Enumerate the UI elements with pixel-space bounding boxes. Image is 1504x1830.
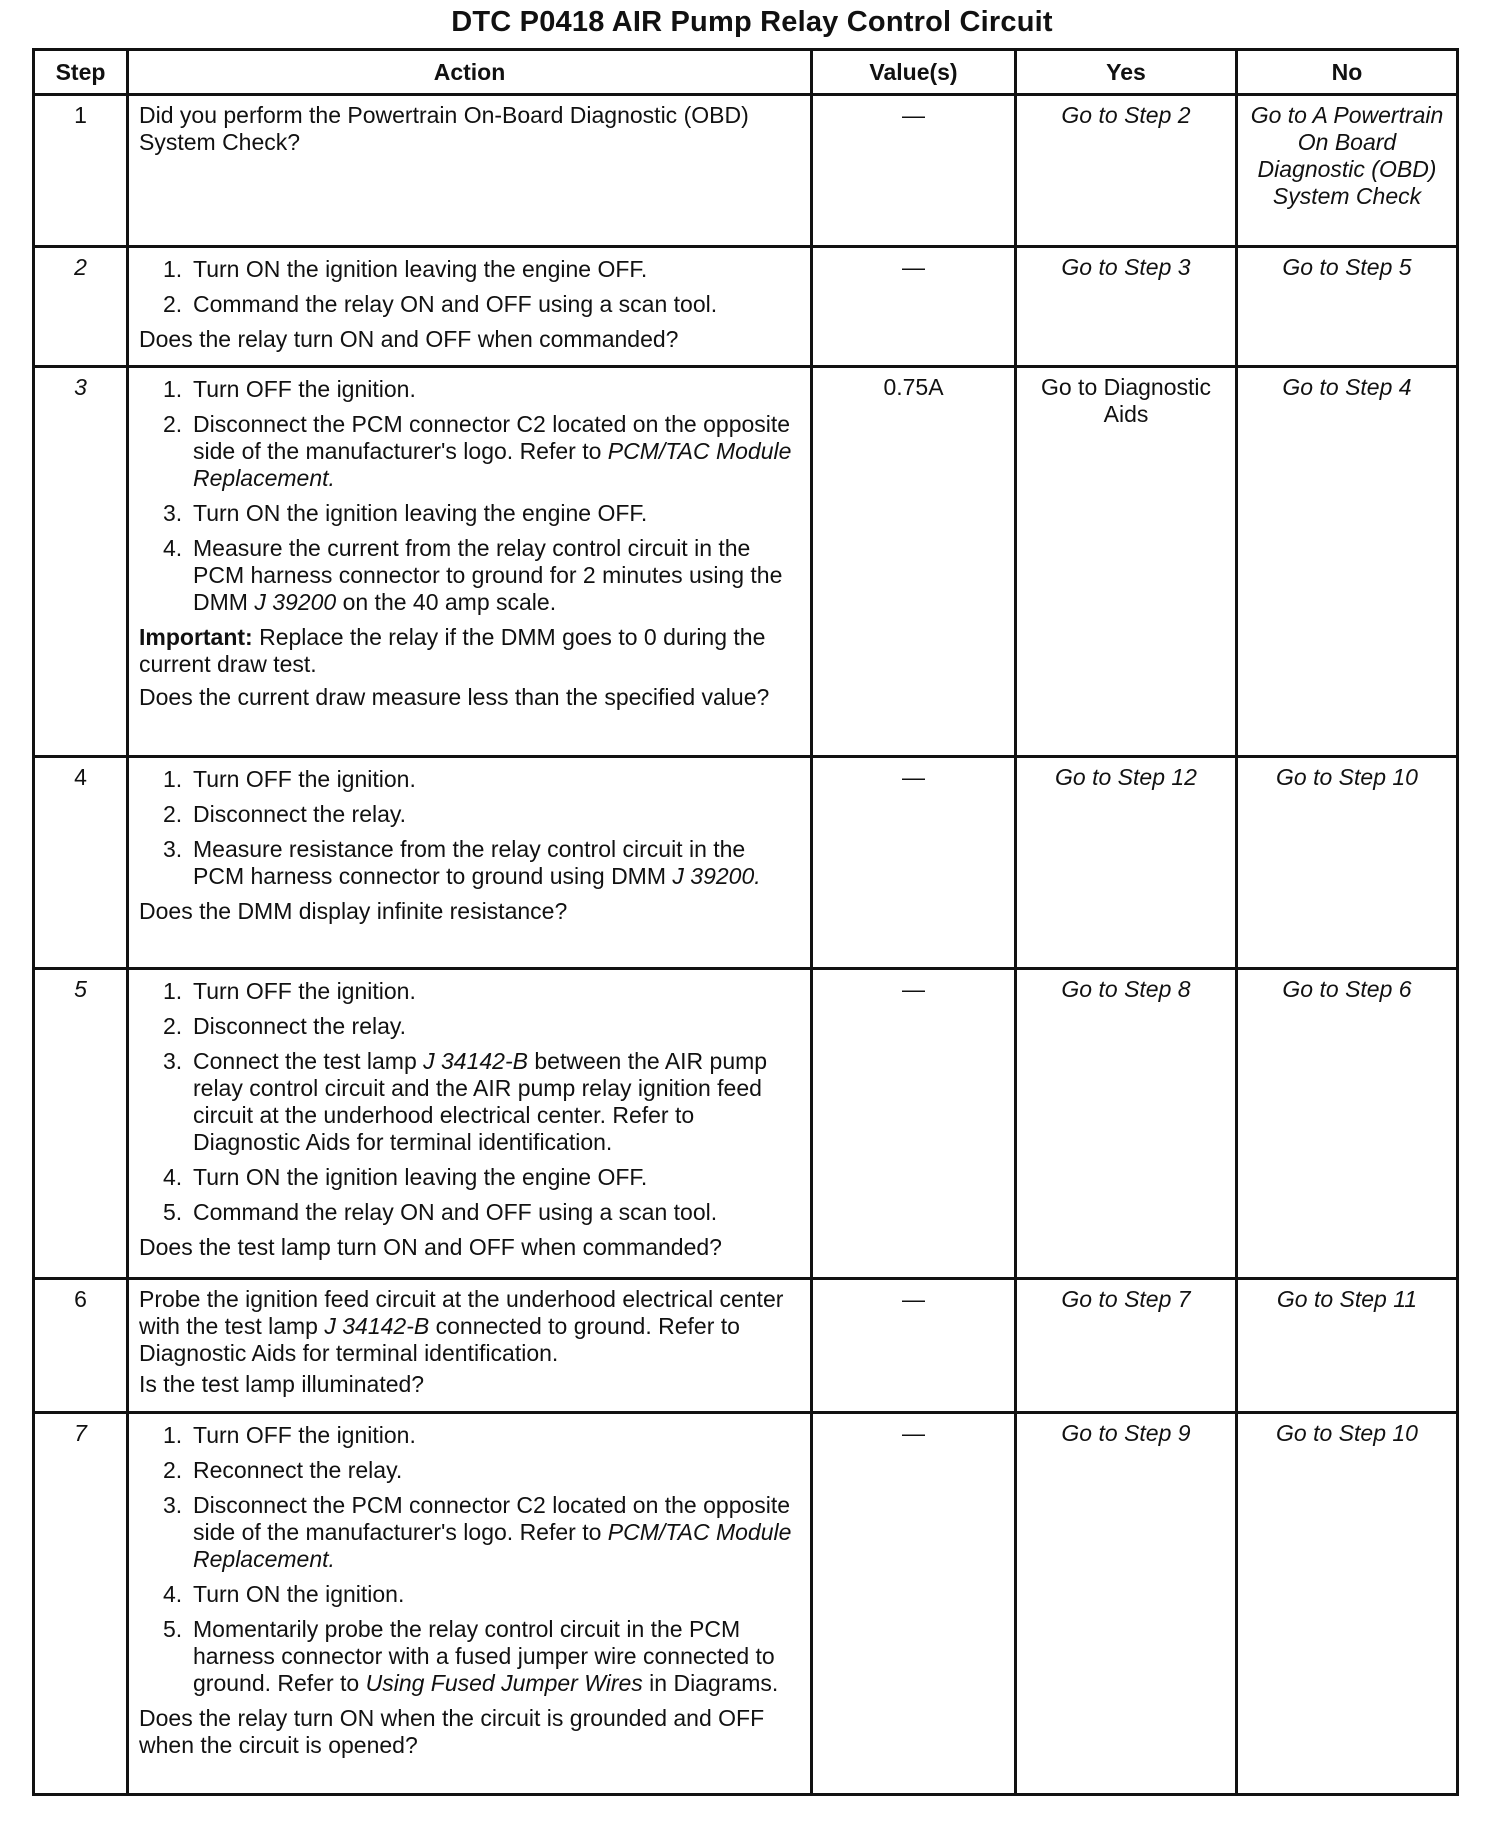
step-number: 1 [34, 95, 128, 247]
action-question: Does the relay turn ON and OFF when commanded? [139, 326, 679, 352]
no-cell [1237, 95, 1458, 247]
diagnostic-table [32, 48, 1459, 1796]
step-number: 2 [34, 247, 128, 367]
action-cell [128, 757, 812, 969]
no-cell: Go to Step 5 [1237, 247, 1458, 367]
yes-cell: Go to Step 12 [1016, 757, 1237, 969]
tool-number: J 34142-B [324, 1313, 430, 1339]
list-item: 2. Command the relay ON and OFF using a scan tool. [163, 291, 718, 317]
action-cell [128, 1413, 812, 1795]
no-cell: Go to Step 10 [1237, 757, 1458, 969]
tool-number: J 39200. [672, 863, 761, 889]
value-cell: — [812, 95, 1016, 247]
action-cell [128, 1279, 812, 1413]
value-cell: — [812, 1279, 1016, 1413]
value-cell: — [812, 1413, 1016, 1795]
header-values: Value(s) [812, 50, 1016, 95]
list-item: 2. Disconnect the relay. [163, 801, 407, 827]
list-item: 4. Turn ON the ignition. [163, 1581, 405, 1607]
yes-cell: Go to Step 7 [1016, 1279, 1237, 1413]
tool-number: J 39200 [254, 589, 337, 615]
no-prefix: Go to [1250, 102, 1307, 128]
list-item: 1. Turn OFF the ignition. [163, 1422, 416, 1448]
table-row-step-1 [34, 95, 1458, 247]
step-number: 4 [34, 757, 128, 969]
header-no: No [1237, 50, 1458, 95]
table-header-row [34, 50, 1458, 95]
action-steps [139, 1420, 800, 1697]
table-row-step-6 [34, 1279, 1458, 1413]
action-text: Did you perform the Powertrain On-Board Diagnostic (OBD) System Check? [139, 102, 749, 155]
value-cell: — [812, 247, 1016, 367]
action-cell [128, 969, 812, 1279]
list-item: 4. Turn ON the ignition leaving the engine OFF. [163, 1164, 648, 1190]
table-row-step-3 [34, 367, 1458, 757]
list-item: 1. Turn OFF the ignition. [163, 978, 416, 1004]
header-step: Step [34, 50, 128, 95]
value-cell: — [812, 757, 1016, 969]
no-cell: Go to Step 4 [1237, 367, 1458, 757]
step-number: 5 [34, 969, 128, 1279]
action-question: Does the test lamp turn ON and OFF when commanded? [139, 1234, 722, 1260]
action-question: Is the test lamp illuminated? [139, 1371, 425, 1397]
page-title: DTC P0418 AIR Pump Relay Control Circuit [451, 6, 1053, 38]
value-cell: 0.75A [812, 367, 1016, 757]
no-reference: A Powertrain On Board Diagnostic (OBD) System Check [1257, 102, 1444, 209]
action-question: Does the current draw measure less than the specified value? [139, 684, 770, 710]
list-item: 1. Turn OFF the ignition. [163, 376, 416, 402]
reference-link: PCM/TAC Module Replacement. [193, 1519, 792, 1572]
step-number: 6 [34, 1279, 128, 1413]
header-yes: Yes [1016, 50, 1237, 95]
list-item: 1. Turn OFF the ignition. [163, 766, 416, 792]
action-steps [139, 374, 800, 616]
yes-cell: Go to Step 9 [1016, 1413, 1237, 1795]
no-cell: Go to Step 10 [1237, 1413, 1458, 1795]
list-item: 2. Reconnect the relay. [163, 1457, 403, 1483]
list-item: 2. Disconnect the PCM connector C2 located on the opposite side of the manufacturer's logo. Refer to PCM/TAC Module Replacement. [163, 411, 792, 491]
action-steps [139, 764, 800, 890]
list-item: 2. Disconnect the relay. [163, 1013, 407, 1039]
list-item: 4. Measure the current from the relay control circuit in the PCM harness connector to ground for 2 minutes using the DMM J 39200 on the 40 amp scale. [163, 535, 783, 615]
yes-cell: Go to Step 8 [1016, 969, 1237, 1279]
no-cell: Go to Step 11 [1237, 1279, 1458, 1413]
action-cell [128, 95, 812, 247]
step-number: 7 [34, 1413, 128, 1795]
list-item: 3. Connect the test lamp J 34142-B between the AIR pump relay control circuit and the AIR pump relay ignition feed circuit at the underhood electrical center. Refer to Diagnostic Aids for terminal identification. [163, 1048, 768, 1155]
action-question: Does the relay turn ON when the circuit is grounded and OFF when the circuit is opened? [139, 1705, 765, 1758]
yes-cell: Go to Step 2 [1016, 95, 1237, 247]
action-cell [128, 367, 812, 757]
tool-number: J 34142-B [423, 1048, 528, 1074]
table-row-step-7 [34, 1413, 1458, 1795]
action-cell [128, 247, 812, 367]
header-action: Action [128, 50, 812, 95]
list-item: 1. Turn ON the ignition leaving the engine OFF. [163, 256, 648, 282]
list-item: 3. Measure resistance from the relay control circuit in the PCM harness connector to ground using DMM J 39200. [163, 836, 761, 889]
table-row-step-4 [34, 757, 1458, 969]
action-steps [139, 976, 800, 1226]
action-steps [139, 254, 800, 318]
reference-link: Using Fused Jumper Wires [365, 1670, 643, 1696]
table-row-step-2 [34, 247, 1458, 367]
list-item: 3. Turn ON the ignition leaving the engine OFF. [163, 500, 648, 526]
important-note: Important: Replace the relay if the DMM goes to 0 during the current draw test. [139, 624, 766, 677]
action-text: Probe the ignition feed circuit at the underhood electrical center with the test lamp J 34142-B connected to ground. Refer to Diagnostic Aids for terminal identification. [139, 1286, 784, 1366]
yes-cell: Go to Step 3 [1016, 247, 1237, 367]
value-cell: — [812, 969, 1016, 1279]
reference-link: PCM/TAC Module Replacement. [193, 438, 792, 491]
yes-cell: Go to Diagnostic Aids [1016, 367, 1237, 757]
list-item: 5. Command the relay ON and OFF using a scan tool. [163, 1199, 718, 1225]
table-row-step-5 [34, 969, 1458, 1279]
no-cell: Go to Step 6 [1237, 969, 1458, 1279]
step-number: 3 [34, 367, 128, 757]
action-question: Does the DMM display infinite resistance? [139, 898, 568, 924]
list-item: 5. Momentarily probe the relay control circuit in the PCM harness connector with a fused jumper wire connected to ground. Refer to Using Fused Jumper Wires in Diagrams. [163, 1616, 779, 1696]
list-item: 3. Disconnect the PCM connector C2 located on the opposite side of the manufacturer's logo. Refer to PCM/TAC Module Replacement. [163, 1492, 792, 1572]
